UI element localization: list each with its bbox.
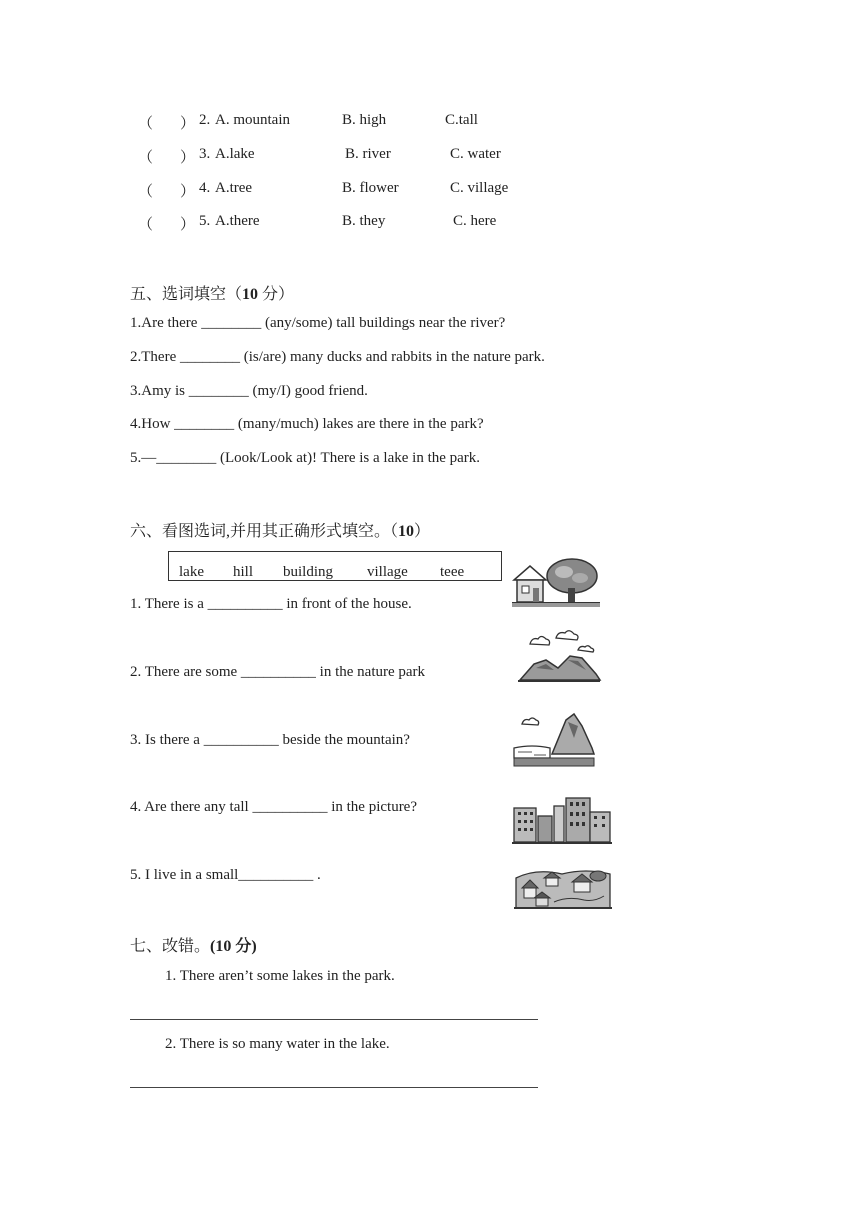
lake-mountain-icon: [512, 708, 596, 768]
option-a: A.there: [215, 213, 260, 229]
fill-item: 5.—________ (Look/Look at)! There is a lake in the park.: [130, 450, 481, 466]
question-number: 4.: [199, 180, 211, 196]
word-bank-item: village: [367, 564, 408, 580]
option-a: A. mountain: [215, 112, 290, 128]
correction-item: 2. There is so many water in the lake.: [165, 1036, 390, 1052]
village-icon: [514, 862, 612, 910]
option-c: C. village: [450, 180, 509, 196]
option-c: C. here: [453, 213, 497, 229]
option-b: B. they: [342, 213, 386, 229]
picture-item: 3. Is there a __________ beside the mountain?: [130, 732, 410, 748]
answer-paren-open: （: [138, 184, 154, 200]
answer-line: [130, 1019, 538, 1020]
picture-item: 4. Are there any tall __________ in the picture?: [130, 799, 417, 815]
option-c: C.tall: [445, 112, 478, 128]
picture-item: 5. I live in a small__________ .: [130, 867, 321, 883]
answer-line: [130, 1087, 538, 1088]
option-b: B. flower: [342, 180, 399, 196]
option-c: C. water: [450, 146, 501, 162]
correction-item: 1. There aren’t some lakes in the park.: [165, 968, 395, 984]
question-number: 5.: [199, 213, 211, 229]
answer-paren-open: （: [138, 150, 154, 166]
section5-score-unit: 分）: [258, 286, 295, 303]
section5-title: [130, 281, 294, 304]
word-bank-item: hill: [233, 564, 254, 580]
section6-score: 10: [398, 523, 415, 540]
option-b: B. high: [342, 112, 387, 128]
answer-paren-close: ）: [180, 184, 196, 200]
answer-paren-open: （: [138, 116, 154, 132]
buildings-icon: [512, 796, 612, 846]
option-a: A.lake: [215, 146, 255, 162]
fill-item: 2.There ________ (is/are) many ducks and rabbits in the nature park.: [130, 349, 545, 365]
option-a: A.tree: [215, 180, 253, 196]
section5-score: 10: [242, 286, 259, 303]
section7-title: [130, 933, 257, 956]
house-tree-icon: [512, 556, 600, 608]
section7-title-text: 七、改错。: [130, 938, 211, 955]
section6-title-end: ）: [414, 523, 431, 540]
fill-item: 1.Are there ________ (any/some) tall buildings near the river?: [130, 315, 506, 331]
word-bank: [168, 551, 502, 581]
hills-icon: [516, 628, 602, 686]
question-number: 3.: [199, 146, 211, 162]
picture-item: 1. There is a __________ in front of the house.: [130, 596, 412, 612]
section6-title: [130, 518, 430, 541]
answer-paren-close: ）: [180, 116, 196, 132]
fill-item: 3.Amy is ________ (my/I) good friend.: [130, 383, 368, 399]
answer-paren-open: （: [138, 217, 154, 233]
word-bank-item: teee: [440, 564, 465, 580]
fill-item: 4.How ________ (many/much) lakes are there in the park?: [130, 416, 484, 432]
option-b: B. river: [345, 146, 391, 162]
answer-paren-close: ）: [180, 217, 196, 233]
word-bank-item: lake: [179, 564, 204, 580]
section7-score: (10 分): [210, 938, 257, 955]
section5-title-text: 五、选词填空（: [130, 286, 243, 303]
word-bank-item: building: [283, 564, 334, 580]
answer-paren-close: ）: [180, 150, 196, 166]
section6-title-text: 六、看图选词,并用其正确形式填空。（: [130, 523, 399, 540]
question-number: 2.: [199, 112, 211, 128]
picture-item: 2. There are some __________ in the nature park: [130, 664, 426, 680]
